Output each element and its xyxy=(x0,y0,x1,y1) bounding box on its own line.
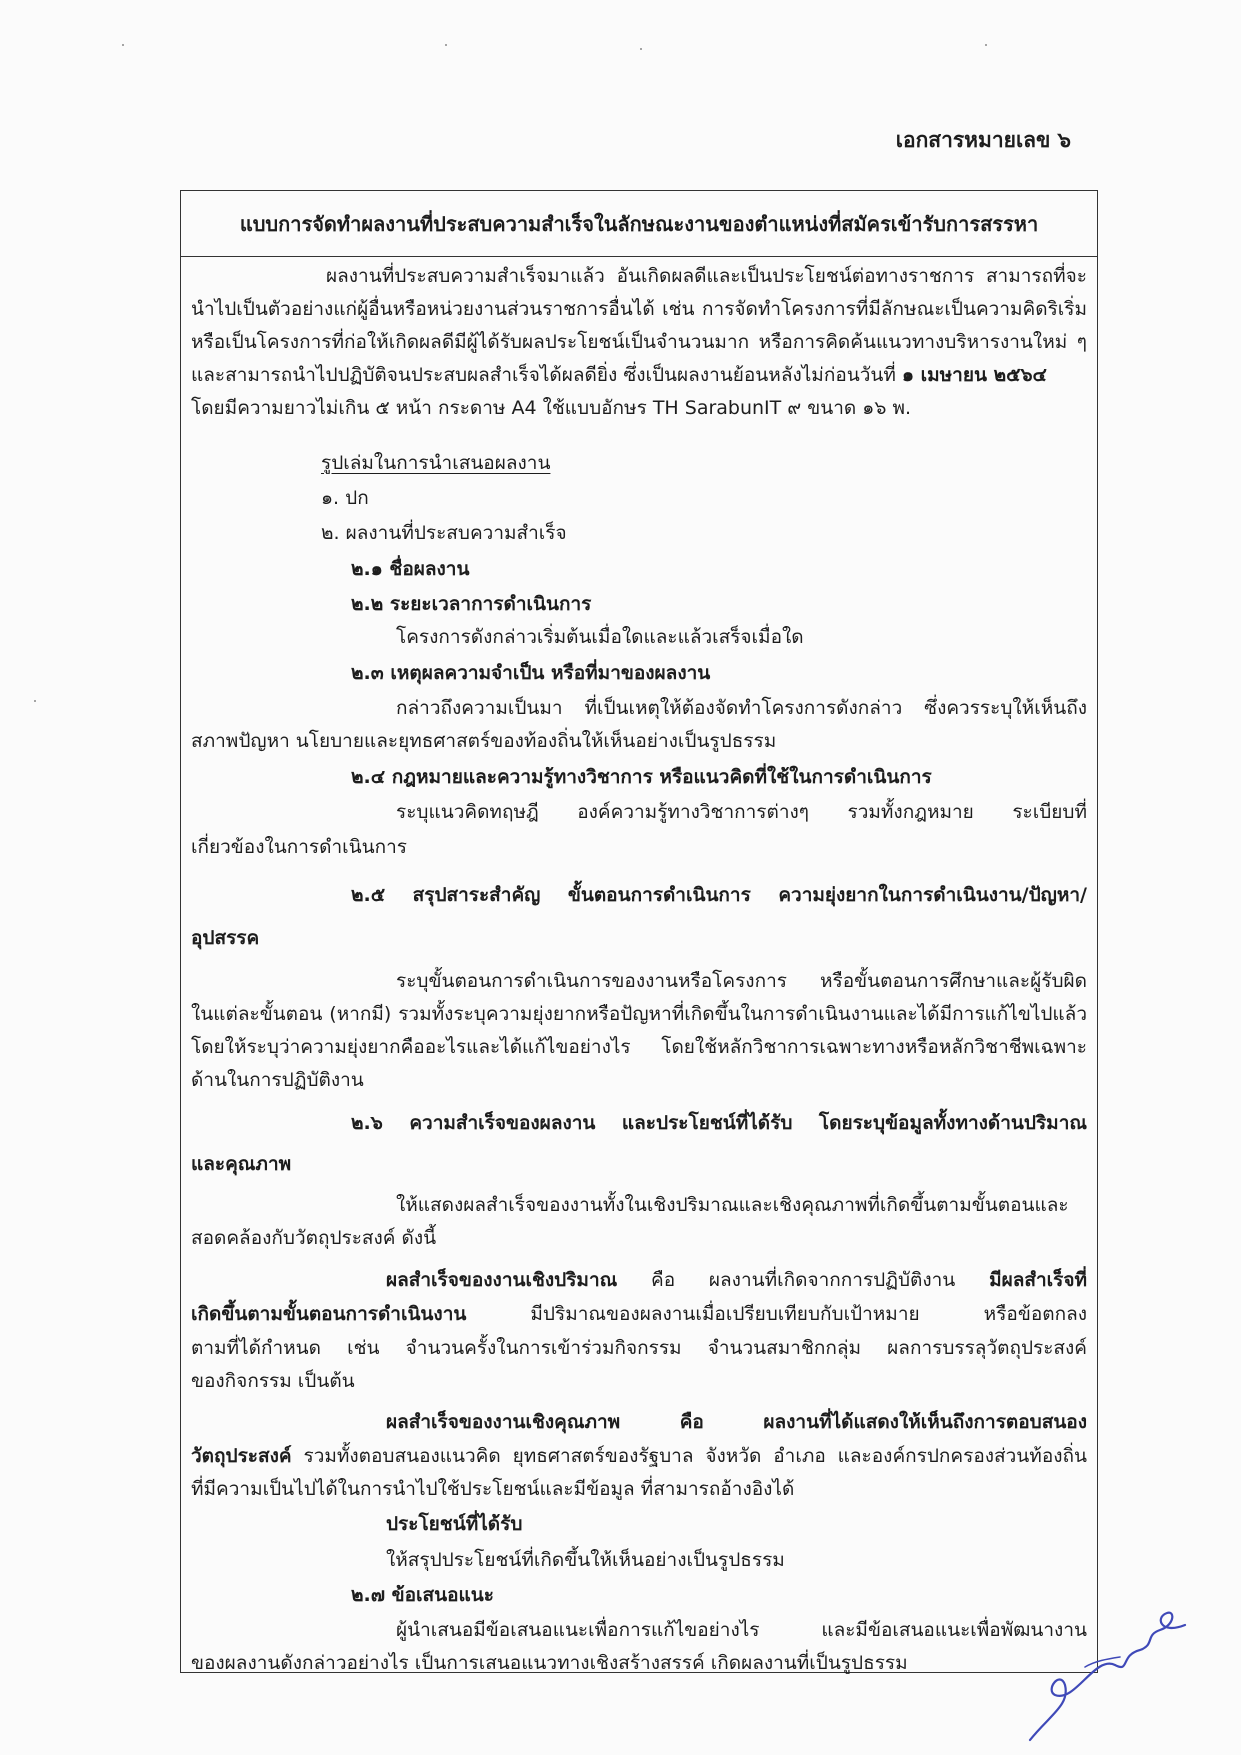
quality-text: รวมทั้งตอบสนองแนวคิด ยุทธศาสตร์ของรัฐบาล จังหวัด อำเภอ และองค์กรปกครองส่วนท้องถิ่น xyxy=(291,1445,1087,1467)
benefit-heading: ประโยชน์ที่ได้รับ xyxy=(386,1513,523,1535)
section-2-4: ๒.๔ กฎหมายและความรู้ทางวิชาการ หรือแนวคิดที่ใช้ในการดำเนินการ xyxy=(351,766,932,788)
quantity-bold: เกิดขึ้นตามขั้นตอนการดำเนินงาน xyxy=(191,1303,467,1325)
section-2-6-cont: และคุณภาพ xyxy=(191,1153,292,1175)
quantity-para: ของกิจกรรม เป็นต้น xyxy=(191,1370,355,1392)
deadline-date: ๑ เมษายน ๒๕๖๔ xyxy=(901,364,1047,386)
section-2-5-text: ด้านในการปฏิบัติงาน xyxy=(191,1069,364,1091)
quantity-bold: มีผลสำเร็จที่ xyxy=(989,1269,1087,1291)
scan-speck xyxy=(640,48,642,50)
section-2-2: ๒.๒ ระยะเวลาการดำเนินการ xyxy=(351,593,592,615)
quality-bold: วัตถุประสงค์ xyxy=(191,1445,292,1467)
section-2-5: ๒.๕ สรุปสาระสำคัญ ขั้นตอนการดำเนินการ ความยุ่งยากในการดำเนินงาน/ปัญหา/ xyxy=(351,884,1087,906)
quality-para: ที่มีความเป็นไปได้ในการนำไปใช้ประโยชน์และมีข้อมูล ที่สามารถอ้างอิงได้ xyxy=(191,1478,795,1500)
quality-para: ผลสำเร็จของงานเชิงคุณภาพ คือ ผลงานที่ได้แสดงให้เห็นถึงการตอบสนอง xyxy=(386,1411,1087,1433)
section-2-4-text: ระบุแนวคิดทฤษฎี องค์ความรู้ทางวิชาการต่างๆ รวมทั้งกฎหมาย ระเบียบที่ xyxy=(396,801,1087,823)
signature-icon xyxy=(1025,1595,1205,1745)
scan-speck xyxy=(985,44,987,46)
intro-text: และสามารถนำไปปฏิบัติจนประสบผลสำเร็จได้ผลดียิ่ง ซึ่งเป็นผลงานย้อนหลังไม่ก่อนวันที่ xyxy=(191,364,902,386)
intro-line: หรือเป็นโครงการที่ก่อให้เกิดผลดีมีผู้ได้รับผลประโยชน์เป็นจำนวนมาก หรือการคิดค้นแนวทางบริหารงานใหม่ ๆ xyxy=(191,331,1087,353)
quantity-para: ตามที่ได้กำหนด เช่น จำนวนครั้งในการเข้าร่วมกิจกรรม จำนวนสมาชิกกลุ่ม ผลการบรรลุวัตถุประสงค์ xyxy=(191,1337,1087,1359)
item-success-work: ๒. ผลงานที่ประสบความสำเร็จ xyxy=(321,522,567,544)
section-2-7-text: ของผลงานดังกล่าวอย่างไร เป็นการเสนอแนวทางเชิงสร้างสรรค์ เกิดผลงานที่เป็นรูปธรรม xyxy=(191,1652,908,1674)
section-2-7-text: ผู้นำเสนอมีข้อเสนอแนะเพื่อการแก้ไขอย่างไร และมีข้อเสนอแนะเพื่อพัฒนางาน xyxy=(396,1619,1087,1641)
section-2-6-text: สอดคล้องกับวัตถุประสงค์ ดังนี้ xyxy=(191,1227,437,1249)
scan-speck xyxy=(122,44,124,46)
quantity-label: ผลสำเร็จของงานเชิงปริมาณ xyxy=(386,1269,618,1291)
quality-para xyxy=(191,1441,1087,1471)
document-number: เอกสารหมายเลข ๖ xyxy=(895,128,1071,152)
quantity-text: คือ ผลงานที่เกิดจากการปฏิบัติงาน xyxy=(617,1269,990,1291)
format-heading-text: รูปเล่มในการนำเสนอผลงาน xyxy=(321,452,551,474)
intro-line xyxy=(191,360,1087,390)
section-2-5-text: ระบุขั้นตอนการดำเนินการของงานหรือโครงการ หรือขั้นตอนการศึกษาและผู้รับผิด xyxy=(396,970,1087,992)
section-2-5-text: โดยให้ระบุว่าความยุ่งยากคืออะไรและได้แก้ไขอย่างไร โดยใช้หลักวิชาการเฉพาะทางหรือหลักวิชาชีพเฉพาะ xyxy=(191,1036,1087,1058)
intro-line: นำไปเป็นตัวอย่างแก่ผู้อื่นหรือหน่วยงานส่วนราชการอื่นได้ เช่น การจัดทำโครงการที่มีลักษณะเป็นความคิดริเริ่ม xyxy=(191,298,1087,320)
section-2-2-text: โครงการดังกล่าวเริ่มต้นเมื่อใดและแล้วเสร็จเมื่อใด xyxy=(396,626,804,648)
scan-speck xyxy=(34,700,36,702)
section-2-6: ๒.๖ ความสำเร็จของผลงาน และประโยชน์ที่ได้รับ โดยระบุข้อมูลทั้งทางด้านปริมาณ xyxy=(351,1112,1087,1134)
section-2-3: ๒.๓ เหตุผลความจำเป็น หรือที่มาของผลงาน xyxy=(351,662,711,684)
quantity-para xyxy=(386,1265,1087,1295)
section-2-3-text: สภาพปัญหา นโยบายและยุทธศาสตร์ของท้องถิ่นให้เห็นอย่างเป็นรูปธรรม xyxy=(191,730,777,752)
section-2-5-text: ในแต่ละขั้นตอน (หากมี) รวมทั้งระบุความยุ่งยากหรือปัญหาที่เกิดขึ้นในการดำเนินงานและได้มีการแก้ไขไปแล้ว xyxy=(191,1003,1087,1025)
quantity-para xyxy=(191,1299,1087,1329)
form-title: แบบการจัดทำผลงานที่ประสบความสำเร็จในลักษณะงานของตำแหน่งที่สมัครเข้ารับการสรรหา xyxy=(181,191,1097,257)
section-2-3-text: กล่าวถึงความเป็นมา ที่เป็นเหตุให้ต้องจัดทำโครงการดังกล่าว ซึ่งควรระบุให้เห็นถึง xyxy=(396,697,1087,719)
section-2-1: ๒.๑ ชื่อผลงาน xyxy=(351,558,470,580)
scan-speck xyxy=(445,44,447,46)
section-2-6-text: ให้แสดงผลสำเร็จของงานทั้งในเชิงปริมาณและเชิงคุณภาพที่เกิดขึ้นตามขั้นตอนและ xyxy=(396,1194,1069,1216)
intro-line: ผลงานที่ประสบความสำเร็จมาแล้ว อันเกิดผลดีและเป็นประโยชน์ต่อทางราชการ สามารถที่จะ xyxy=(326,265,1087,287)
section-2-5-cont: อุปสรรค xyxy=(191,927,260,949)
benefit-text: ให้สรุปประโยชน์ที่เกิดขึ้นให้เห็นอย่างเป็นรูปธรรม xyxy=(386,1549,785,1571)
format-heading xyxy=(321,448,1087,478)
form-frame xyxy=(180,190,1098,1673)
section-2-4-text: เกี่ยวข้องในการดำเนินการ xyxy=(191,836,407,858)
section-2-7: ๒.๗ ข้อเสนอแนะ xyxy=(351,1584,494,1606)
item-cover: ๑. ปก xyxy=(321,487,369,509)
intro-line: โดยมีความยาวไม่เกิน ๕ หน้า กระดาษ A4 ใช้แบบอักษร TH SarabunIT ๙ ขนาด ๑๖ พ. xyxy=(191,397,912,419)
quantity-text: มีปริมาณของผลงานเมื่อเปรียบเทียบกับเป้าหมาย หรือข้อตกลง xyxy=(466,1303,1087,1325)
